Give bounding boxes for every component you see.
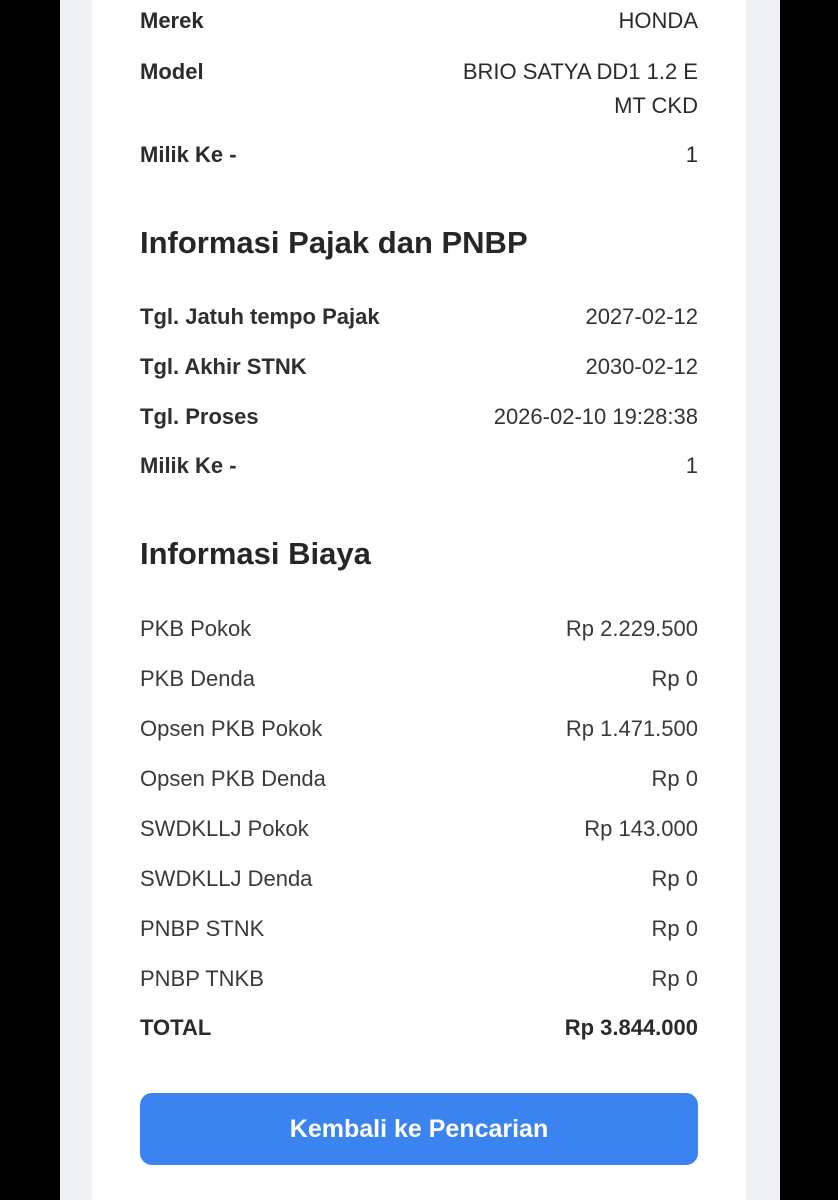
pajak-row-label: Tgl. Akhir STNK: [140, 354, 307, 379]
milik-row: [140, 138, 698, 171]
pajak-row-value: 2030-02-12: [585, 354, 698, 379]
biaya-row: [140, 962, 698, 995]
biaya-row-value: Rp 143.000: [584, 816, 698, 841]
pajak-row: [140, 449, 698, 482]
biaya-row-label: Opsen PKB Pokok: [140, 716, 323, 741]
milik-label: Milik Ke -: [140, 142, 237, 167]
biaya-row-value: Rp 1.471.500: [565, 716, 698, 741]
pajak-row-value: 2027-02-12: [585, 304, 698, 329]
model-row: [140, 55, 698, 123]
biaya-row-value: Rp 2.229.500: [565, 616, 698, 641]
pajak-section-title: Informasi Pajak dan PNBP: [140, 225, 528, 260]
pajak-row-label: Tgl. Jatuh tempo Pajak: [140, 304, 380, 329]
pajak-row: [140, 300, 698, 333]
biaya-row-value: Rp 0: [651, 666, 698, 691]
pajak-row: [140, 350, 698, 383]
model-value: BRIO SATYA DD1 1.2 E MT CKD: [462, 59, 698, 118]
biaya-row: [140, 612, 698, 645]
biaya-row: [140, 912, 698, 945]
total-value: Rp 3.844.000: [564, 1015, 698, 1040]
pajak-row-value: 2026-02-10 19:28:38: [493, 404, 698, 429]
biaya-row-label: PNBP STNK: [140, 916, 265, 941]
back-to-search-button[interactable]: Kembali ke Pencarian: [140, 1093, 698, 1165]
biaya-row-label: PKB Pokok: [140, 616, 252, 641]
biaya-row-label: SWDKLLJ Pokok: [140, 816, 309, 841]
merek-row: [140, 4, 698, 37]
biaya-row-label: Opsen PKB Denda: [140, 766, 326, 791]
biaya-row-label: PNBP TNKB: [140, 966, 264, 991]
biaya-row-value: Rp 0: [651, 916, 698, 941]
biaya-row-value: Rp 0: [651, 766, 698, 791]
biaya-row-label: SWDKLLJ Denda: [140, 866, 313, 891]
total-label: TOTAL: [140, 1015, 212, 1040]
biaya-row: [140, 812, 698, 845]
pajak-row: [140, 400, 698, 433]
pajak-row-label: Tgl. Proses: [140, 404, 259, 429]
milik-value: 1: [685, 142, 698, 167]
total-row: [140, 1011, 698, 1044]
biaya-row-label: PKB Denda: [140, 666, 255, 691]
pajak-row-value: 1: [685, 453, 698, 478]
model-label: Model: [140, 59, 204, 84]
biaya-row-value: Rp 0: [651, 966, 698, 991]
biaya-section-title: Informasi Biaya: [140, 536, 371, 571]
merek-value: HONDA: [618, 8, 698, 33]
biaya-row: [140, 762, 698, 795]
pajak-row-label: Milik Ke -: [140, 453, 237, 478]
merek-label: Merek: [140, 8, 204, 33]
biaya-row: [140, 712, 698, 745]
biaya-row: [140, 662, 698, 695]
biaya-row: [140, 862, 698, 895]
biaya-row-value: Rp 0: [651, 866, 698, 891]
